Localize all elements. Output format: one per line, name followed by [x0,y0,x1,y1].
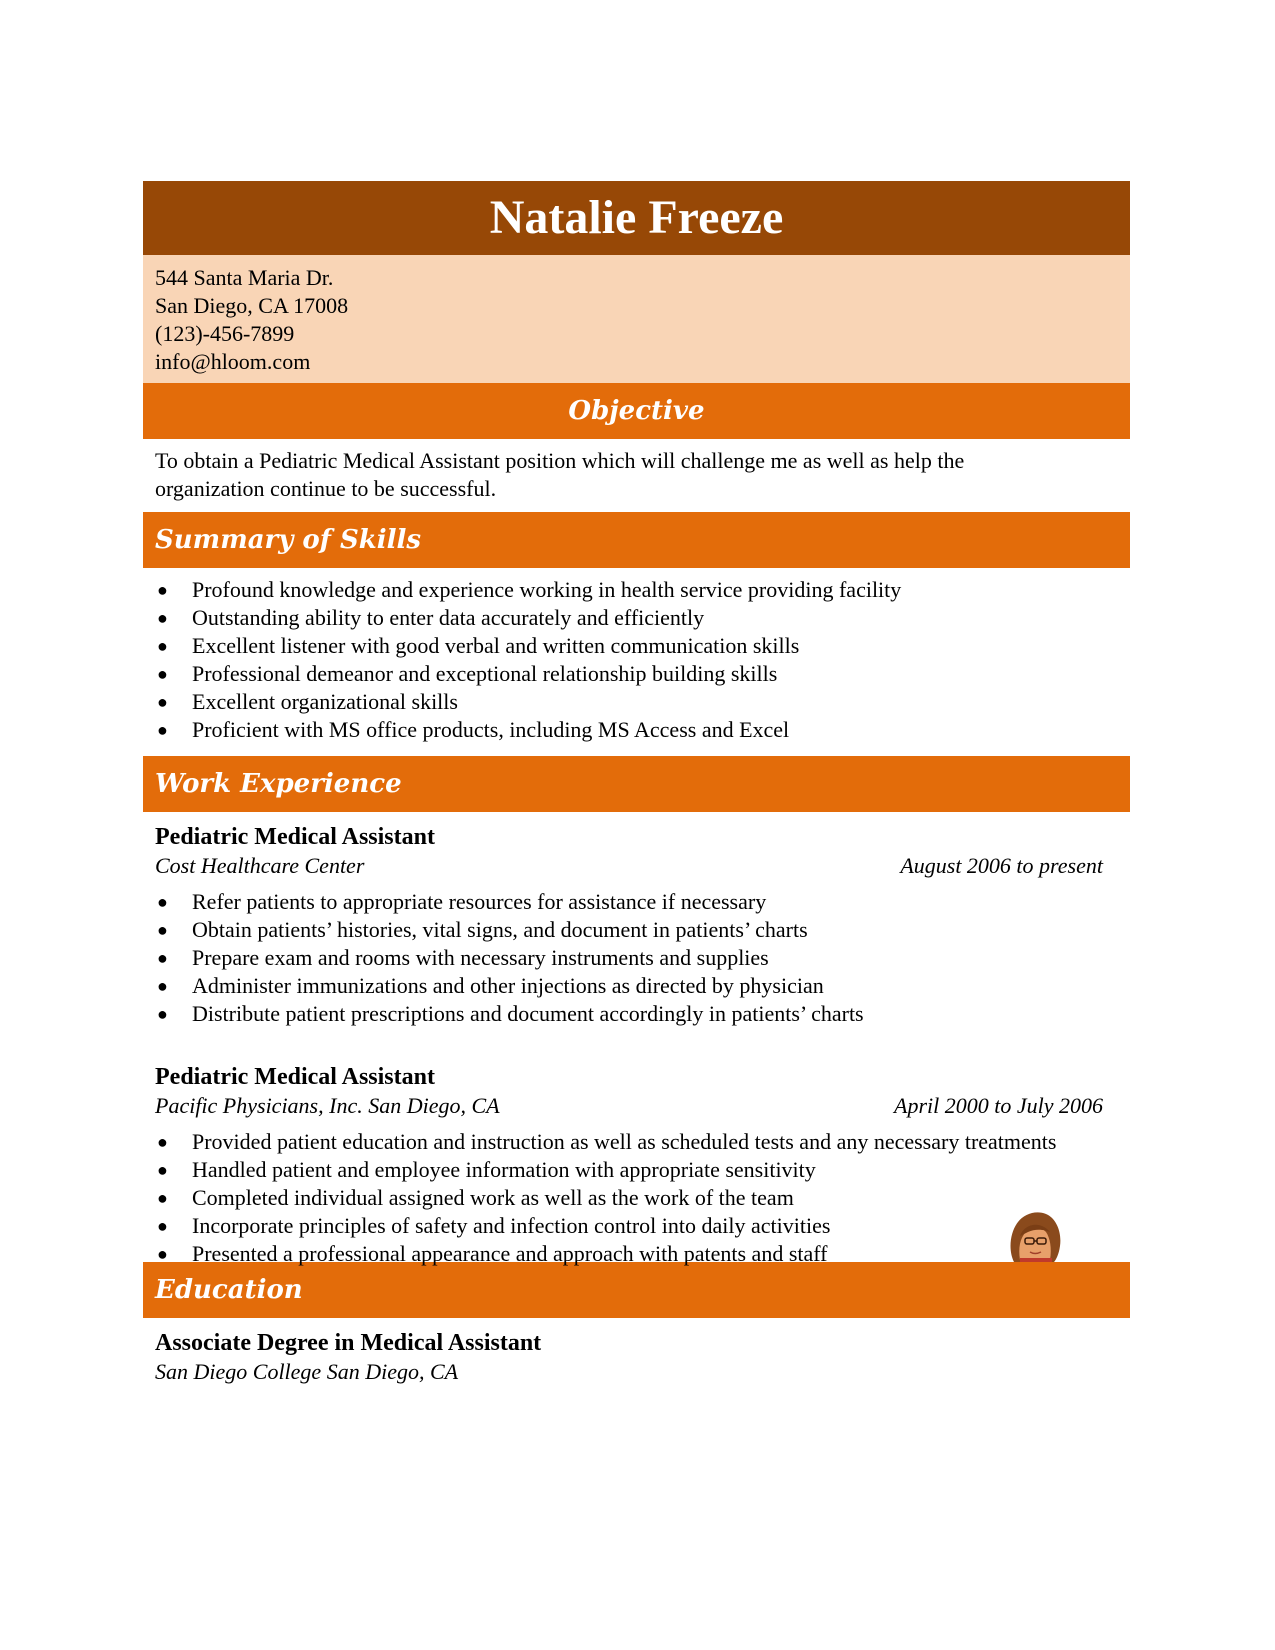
objective-line-1: To obtain a Pediatric Medical Assistant position which will challenge me as well as help the [155,448,965,473]
list-item: ● Handled patient and employee information with appropriate sensitivity [157,1157,816,1182]
education-header [143,1262,1130,1318]
list-item: ● Professional demeanor and exceptional relationship building skills [157,661,778,686]
list-item: ● Excellent organizational skills [157,689,458,714]
education-title: Education [155,1275,303,1305]
education-entry [143,1318,1130,1386]
list-item: ● Proficient with MS office products, including MS Access and Excel [157,717,790,742]
school: San Diego College San Diego, CA [155,1359,459,1384]
name-banner [143,181,1130,255]
bullet-icon: ● [157,636,168,656]
bullet-icon: ● [157,608,168,628]
address-line-1: 544 Santa Maria Dr. [155,265,334,290]
address-line-2: San Diego, CA 17008 [155,293,349,318]
list-item: ● Refer patients to appropriate resources for assistance if necessary [157,889,767,914]
bullet-icon: ● [157,976,168,996]
skills-title: Summary of Skills [155,525,422,555]
bullet-icon: ● [157,692,168,712]
job-dates: April 2000 to July 2006 [894,1093,1103,1118]
bullet-icon: ● [157,892,168,912]
job-meta [155,1092,1118,1120]
job-duties [155,1120,1118,1268]
list-item: ● Outstanding ability to enter data accurately and efficiently [157,605,705,630]
bullet-icon: ● [157,1216,168,1236]
bullet-icon: ● [157,720,168,740]
bullet-icon: ● [157,1188,168,1208]
job-duties [155,880,1118,1028]
resume-page [143,181,1130,1386]
job-title: Pediatric Medical Assistant [155,824,435,850]
list-item: ● Distribute patient prescriptions and document accordingly in patients’ charts [157,1001,864,1026]
candidate-name: Natalie Freeze [489,191,784,244]
job-employer: Pacific Physicians, Inc. San Diego, CA [155,1093,500,1118]
job-meta [155,852,1118,880]
list-item: ● Administer immunizations and other injections as directed by physician [157,973,824,998]
list-item: ● Prepare exam and rooms with necessary instruments and supplies [157,945,769,970]
list-item: ● Presented a professional appearance and approach with patents and staff [157,1241,828,1266]
degree: Associate Degree in Medical Assistant [155,1330,542,1356]
list-item: ● Provided patient education and instruction as well as scheduled tests and any necessary treatments [157,1129,1057,1154]
list-item: ● Incorporate principles of safety and infection control into daily activities [157,1213,831,1238]
bullet-icon: ● [157,1244,168,1264]
skills-list [143,568,1130,756]
bullet-icon: ● [157,664,168,684]
bullet-icon: ● [157,1160,168,1180]
job-dates: August 2006 to present [900,853,1103,878]
email-address: info@hloom.com [155,349,311,374]
list-item: ● Excellent listener with good verbal and written communication skills [157,633,800,658]
bullet-icon: ● [157,1132,168,1152]
objective-title: Objective [568,396,705,426]
contact-block [143,255,1130,383]
bullet-icon: ● [157,948,168,968]
objective-line-2: organization continue to be successful. [155,476,497,501]
objective-header [143,383,1130,439]
job-title: Pediatric Medical Assistant [155,1064,435,1090]
job-entry-2 [143,1062,1130,1266]
bullet-icon: ● [157,1004,168,1024]
phone-number: (123)-456-7899 [155,321,295,346]
skills-header [143,512,1130,568]
experience-header [143,756,1130,812]
bullet-icon: ● [157,580,168,600]
list-item: ● Obtain patients’ histories, vital signs, and document in patients’ charts [157,917,808,942]
job-entry-1 [143,812,1130,1062]
list-item: ● Completed individual assigned work as well as the work of the team [157,1185,794,1210]
objective-text [143,439,1130,512]
bullet-icon: ● [157,920,168,940]
list-item: ● Profound knowledge and experience working in health service providing facility [157,577,902,602]
experience-title: Work Experience [155,769,402,799]
job-employer: Cost Healthcare Center [155,853,365,878]
avatar-icon [1006,1210,1062,1262]
